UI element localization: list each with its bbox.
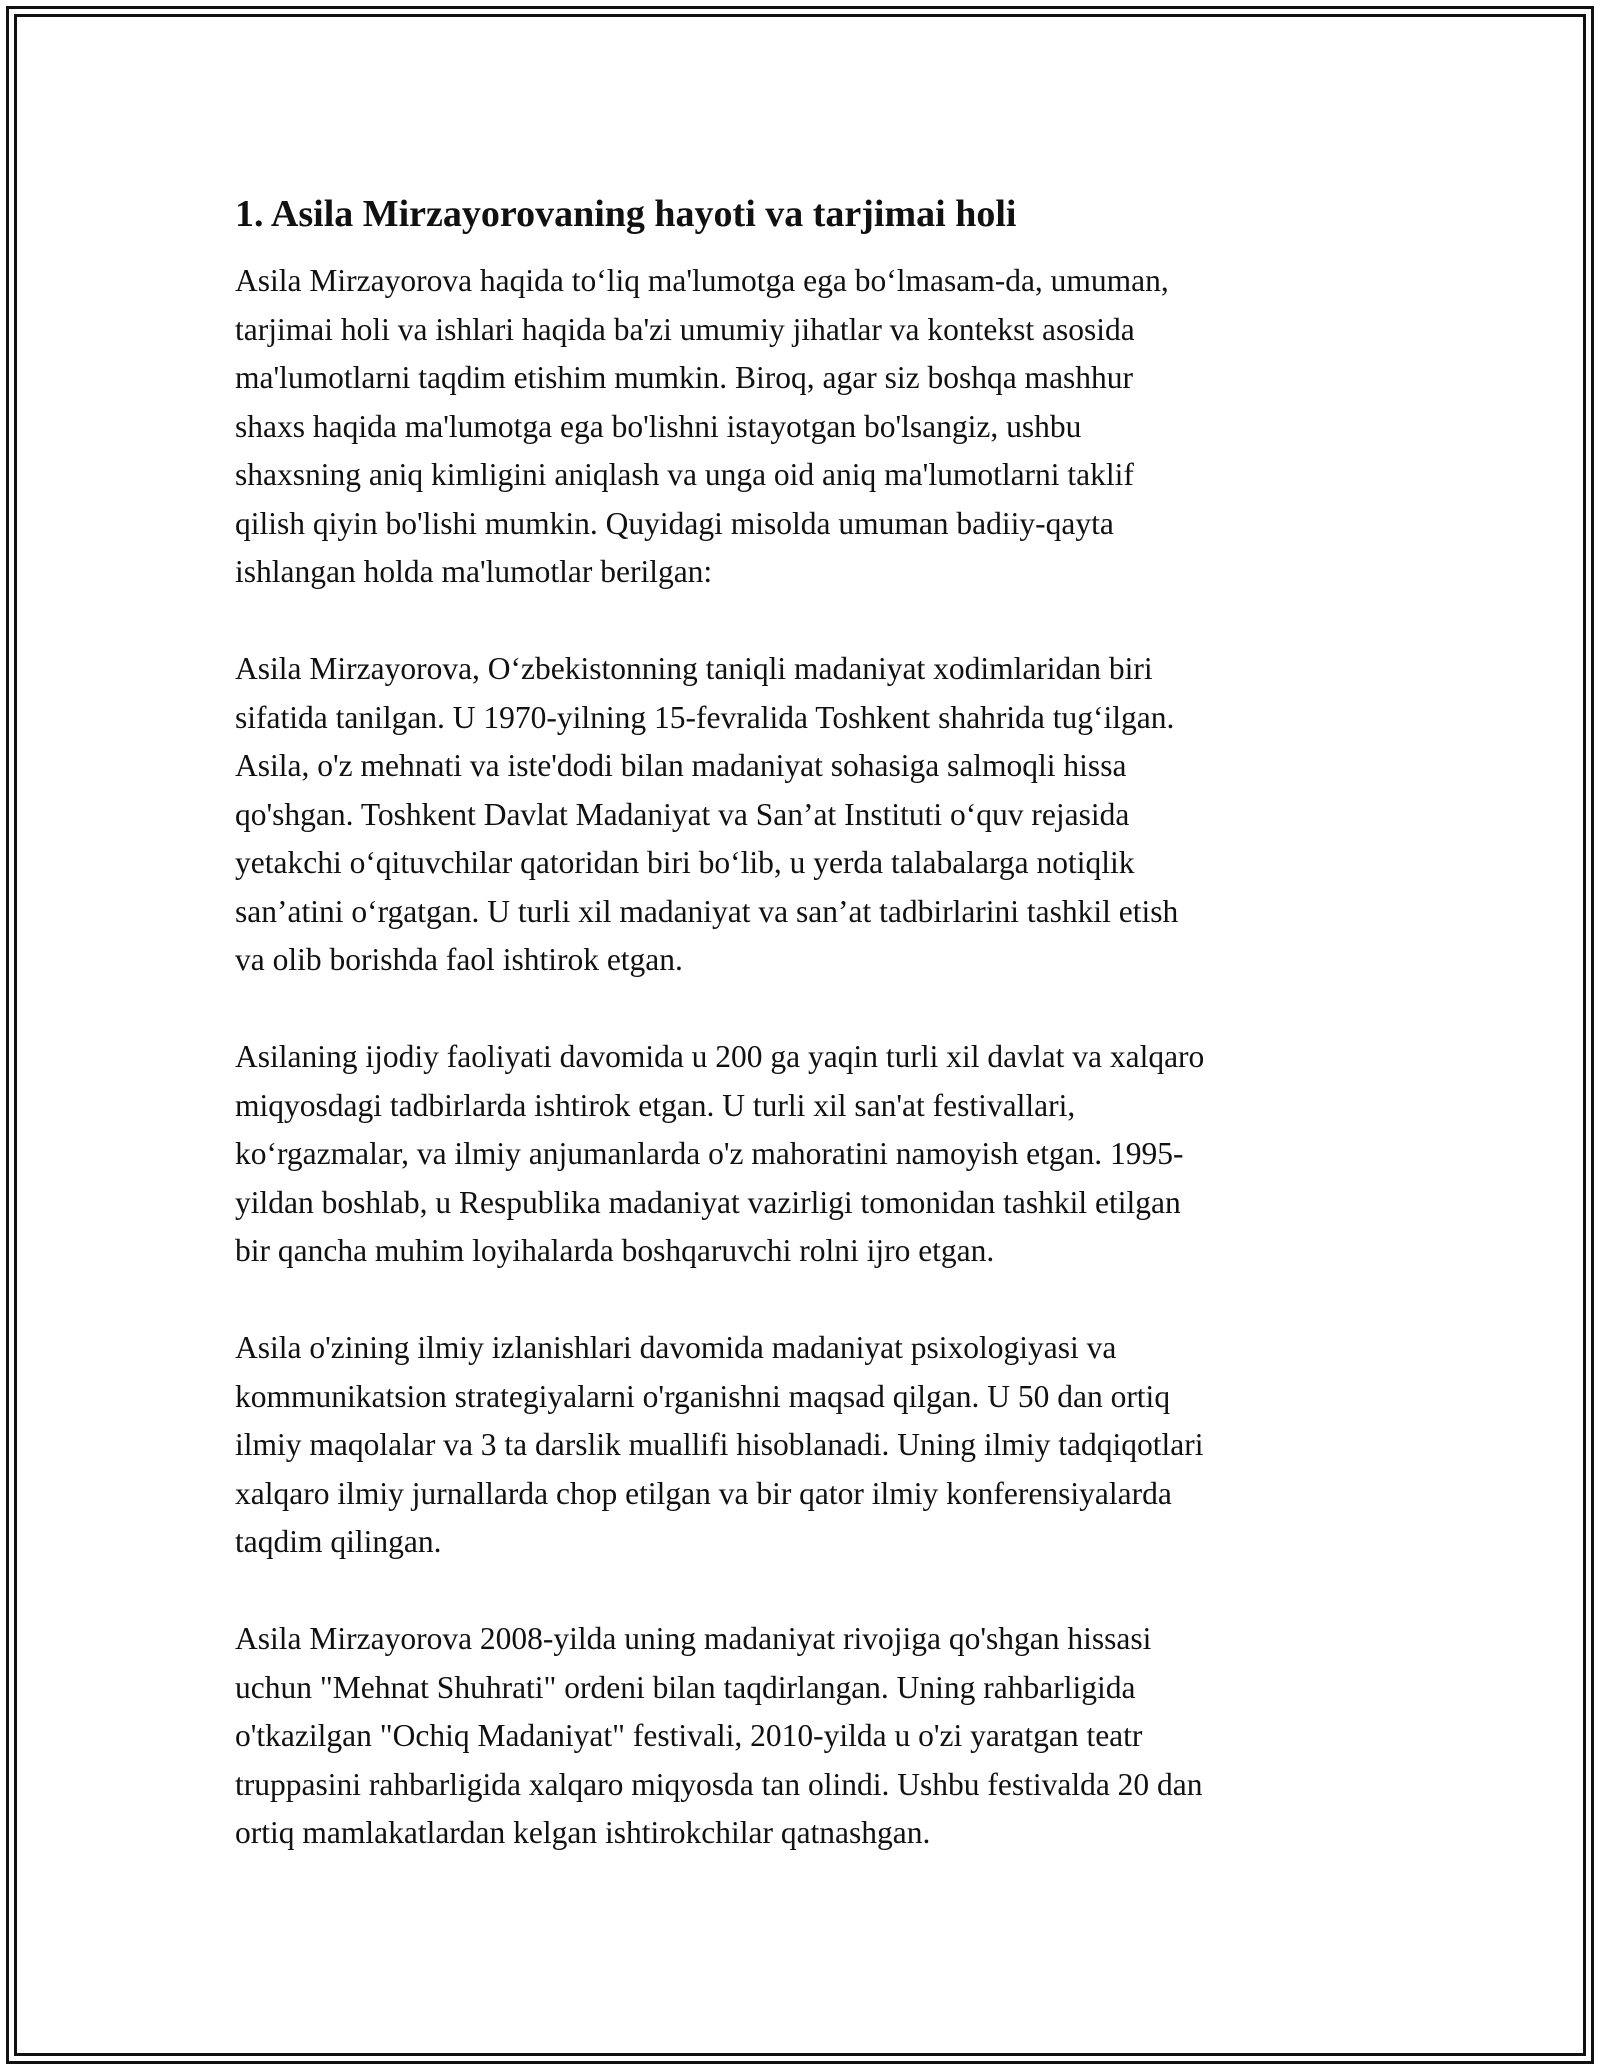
text-line: san’atini oʻrgatgan. U turli xil madaniyat va san’at tadbirlarini tashkil etish	[235, 893, 1179, 929]
text-line: sifatida tanilgan. U 1970-yilning 15-fevralida Toshkent shahrida tugʻilgan.	[235, 699, 1175, 735]
text-line: o'tkazilgan "Ochiq Madaniyat" festivali, 2010-yilda u o'zi yaratgan teatr	[235, 1718, 1143, 1753]
text-line: yildan boshlab, u Respublika madaniyat vazirligi tomonidan tashkil etilgan	[235, 1184, 1181, 1220]
text-line: Asilaning ijodiy faoliyati davomida u 200 ga yaqin turli xil davlat va xalqaro	[235, 1039, 1205, 1074]
text-line: yetakchi oʻqituvchilar qatoridan biri boʻlib, u yerda talabalarga notiqlik	[235, 845, 1135, 880]
text-line: qo'shgan. Toshkent Davlat Madaniyat va San’at Instituti oʻquv rejasida	[235, 796, 1130, 832]
text-line: xalqaro ilmiy jurnallarda chop etilgan va bir qator ilmiy konferensiyalarda	[235, 1475, 1172, 1511]
text-line: taqdim qilingan.	[235, 1524, 442, 1559]
text-line: ortiq mamlakatlardan kelgan ishtirokchilar qatnashgan.	[235, 1815, 931, 1850]
text-line: Asila Mirzayorova haqida toʻliq ma'lumotga ega boʻlmasam-da, umuman,	[235, 263, 1169, 298]
text-line: qilish qiyin bo'lishi mumkin. Quyidagi misolda umuman badiiy-qayta	[235, 505, 1114, 541]
text-line: miqyosdagi tadbirlarda ishtirok etgan. U turli xil san'at festivallari,	[235, 1087, 1076, 1123]
paragraph-creative-activity	[235, 1033, 1375, 1276]
text-line: uchun "Mehnat Shuhrati" ordeni bilan taqdirlangan. Uning rahbarligida	[235, 1669, 1136, 1705]
document-body	[235, 185, 1375, 1906]
text-line: ma'lumotlarni taqdim etishim mumkin. Biroq, agar siz boshqa mashhur	[235, 360, 1134, 395]
paragraph-biography	[235, 645, 1375, 985]
text-line: bir qancha muhim loyihalarda boshqaruvchi rolni ijro etgan.	[235, 1233, 995, 1268]
text-line: va olib borishda faol ishtirok etgan.	[235, 942, 683, 977]
text-line: Asila Mirzayorova 2008-yilda uning madaniyat rivojiga qo'shgan hissasi	[235, 1621, 1152, 1656]
section-heading: 1. Asila Mirzayorovaning hayoti va tarjimai holi	[235, 193, 1017, 235]
text-line: shaxsning aniq kimligini aniqlash va unga oid aniq ma'lumotlarni taklif	[235, 457, 1134, 492]
text-line: koʻrgazmalar, va ilmiy anjumanlarda o'z mahoratini namoyish etgan. 1995-	[235, 1136, 1184, 1171]
paragraph-awards	[235, 1615, 1375, 1858]
paragraph-intro	[235, 257, 1375, 597]
text-line: Asila o'zining ilmiy izlanishlari davomida madaniyat psixologiyasi va	[235, 1330, 1117, 1365]
text-line: ilmiy maqolalar va 3 ta darslik muallifi hisoblanadi. Uning ilmiy tadqiqotlari	[235, 1427, 1204, 1462]
text-line: truppasini rahbarligida xalqaro miqyosda tan olindi. Ushbu festivalda 20 dan	[235, 1766, 1203, 1802]
text-line: Asila, o'z mehnati va iste'dodi bilan madaniyat sohasiga salmoqli hissa	[235, 748, 1127, 783]
text-line: ishlangan holda ma'lumotlar berilgan:	[235, 554, 713, 589]
text-line: Asila Mirzayorova, Oʻzbekistonning taniqli madaniyat xodimlaridan biri	[235, 651, 1153, 686]
text-line: shaxs haqida ma'lumotga ega bo'lishni istayotgan bo'lsangiz, ushbu	[235, 408, 1082, 444]
paragraph-research	[235, 1324, 1375, 1567]
text-line: kommunikatsion strategiyalarni o'rganishni maqsad qilgan. U 50 dan ortiq	[235, 1378, 1171, 1414]
text-line: tarjimai holi va ishlari haqida ba'zi umumiy jihatlar va kontekst asosida	[235, 311, 1135, 347]
